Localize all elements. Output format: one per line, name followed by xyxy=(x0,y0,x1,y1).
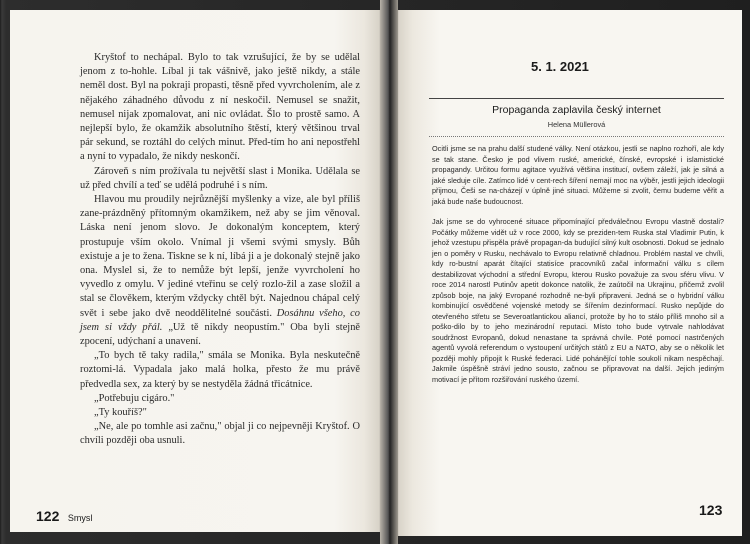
dotted-divider xyxy=(429,136,724,137)
page-number: 123 xyxy=(699,502,723,518)
book-gutter xyxy=(380,0,398,544)
paragraph: Ocitli jsme se na prahu další studené války. Není otázkou, jestli se naplno rozhoří, ale kdy se tak stane. Česko je pod vlivem ruské, americké, čínské, evropské i islamistické propagandy. Určitou formu agitace využívá většina institucí, ovšem záleží, jak je silná a jaké sleduje cíle. Zatímco lidé v cent-rech šíření nemají moc na výběr, jestli jejich ideologii přijmou, Češi se na-cházejí v úplně jiné situaci. Můžeme si zvolit, čemu budeme věřit a jaká bude naše budoucnost. xyxy=(432,144,724,206)
article-author: Helena Müllerová xyxy=(547,120,606,129)
paragraph: Kryštof to nechápal. Bylo to tak vzrušující, že by se udělal jenom z to-hohle. Líbal ji tak vášnivě, jako ještě nikdy, a stále neměl dost. Byl na pokraji propasti, těsně před vyvrcholením, ale z nějakého záhadného důvodu z ní neskočil. Nemusel se snažit, nemusel nijak zpomalovat, ani nic ovládat. Šlo to prostě samo. A nejlepší bylo, že okamžik absolutního štěstí, který většinou trval pár sekund, se roztáhl do celých minut. Před-tím ho ani nepostřehl a nyní to vypadalo, že nikdy neskončí. xyxy=(80,52,360,163)
paragraph xyxy=(80,193,360,349)
paragraph: Zároveň s ním prožívala tu největší slast i Monika. Udělala se už před chvílí a teď se udělá podruhé i s ním. xyxy=(80,165,360,191)
italic-phrase: Dosáhnu všeho, co jsem si vždy přál. xyxy=(80,307,360,333)
paragraph: „To bych tě taky radila," smála se Monika. Byla neskutečně roztomi-lá. Vypadala jako malá holka, přesto že mu právě předvedla sex, za který by se nestyděla žádná třicátnice. xyxy=(80,350,360,390)
paragraph: Jak jsme se do vyhrocené situace připomínající předválečnou Evropu vlastně dostali? Počátky můžeme vidět už v roce 2000, kdy se preziden-tem Ruska stal Vladimir Putin, k jehož vzestupu přispěla právě propagan-da budující silný kult osobnosti. Dokud se jednalo jen o poměry v Rusku, nechávalo to Evropu relativně chladnou. Problém nastal ve chvíli, kdy ro-bustní aparát čítající statisíce pracovníků začal informační válku s cílem destabilizovat východní a střední Evropu, kterou Rusko považuje za svou sféru vlivu. V roce 2014 narostl Putinův apetit dokonce natolik, že zaútočil na Ukrajinu, přičemž zvolil způsob boje, na jaký Evropané rozhodně ne-byli připraveni. Jedná se o hybridní válku kombinující osvědčené vojenské metody se šířením dezinformací. Rusko nepůjde do otevřeného střetu se Severoatlantickou aliancí, protože by ho to stálo příliš mnoho sil a poško-dilo by to jeho mezinárodní reputaci. Místo toho bude vytrvale nahlodávat soudržnost Evropanů, dokud nenastane ta správná chvíle. Poté pomocí nastrčených agentů vyvolá referendum o vystoupení určitých států z EU a NATO, aby se o několik let později mohly připojit k Ruské federaci. Lidé pohánějící tohle soukolí nikam nespěchají. Jakmile úspěšně stráví jedno sousto, začnou se připravovat na další. Jejich jediným motivací je přítom rozšiřování ruského území. xyxy=(432,217,724,384)
section-name: Smysl xyxy=(67,513,93,523)
article-body xyxy=(432,144,724,395)
paragraph: „Potřebuju cigáro." xyxy=(94,392,175,404)
paragraph: „Ty kouříš?" xyxy=(94,407,147,419)
left-folio xyxy=(36,508,92,526)
paragraph-text: „Už tě nikdy neopustím." Oba byli stejně zpocení, udýchaní a unavení. xyxy=(80,321,360,348)
article-date: 5. 1. 2021 xyxy=(531,59,589,74)
left-page-text xyxy=(80,51,360,449)
paragraph-text: Hlavou mu proudily nejrůznější myšlenky a vize, ale byl příliš zane-prázdněný přítomným okamžikem, než aby se jim věnoval. Láska není jenom slovo. Je dokonalým konceptem, který prostupuje vším okolo. Vnímal ji všemi svými smysly. Bůh existuje a je to žena. Tiskne se k ní, líbá ji a je dokonalý stejně jako ona. Myslel si, že to nemůže být lepší, jenže vyvrcholení ho vyvedlo z omylu. V jediné vteřinu se celý rozlo-žil a zase složil a stal se člověkem, kterým vždycky chtěl být. Najednou chápal celý svět i sebe jako dvě neoddělitelné součásti. xyxy=(80,194,360,319)
divider xyxy=(429,98,724,99)
article-title: Propaganda zaplavila český internet xyxy=(492,104,661,116)
page-number: 122 xyxy=(36,508,60,524)
paragraph: „Ne, ale po tomhle asi začnu," objal ji co nejpevněji Kryštof. O chvíli později oba usnuli. xyxy=(80,421,360,447)
left-page xyxy=(10,10,380,532)
right-page xyxy=(398,10,742,536)
